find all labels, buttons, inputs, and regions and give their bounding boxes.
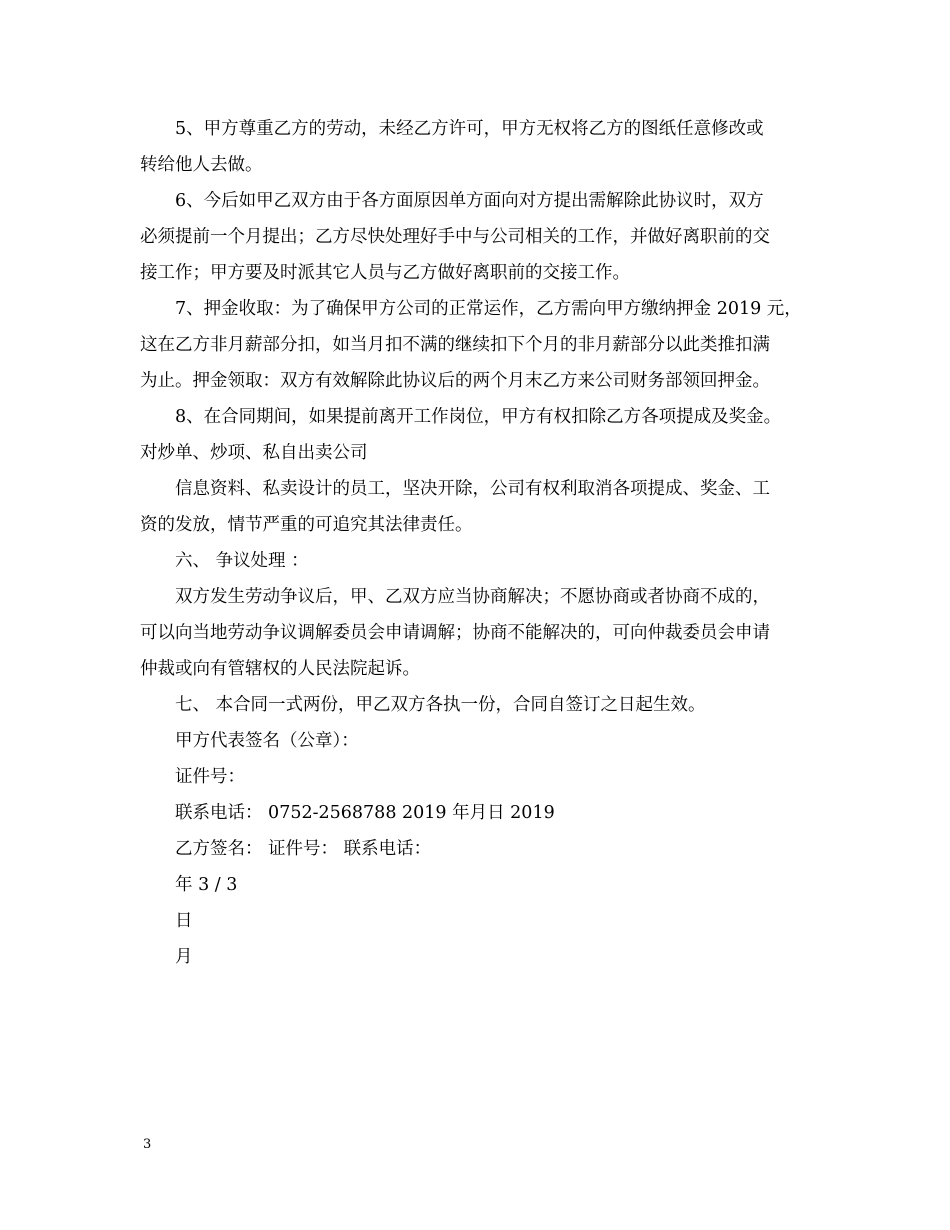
section-7-line: 七、 本合同一式两份，甲乙双方各执一份，合同自签订之日起生效。 (175, 695, 706, 715)
clause-6-line-3: 接工作；甲方要及时派其它人员与乙方做好离职前的交接工作。 (140, 263, 630, 283)
clause-8-line-4: 资的发放，情节严重的可追究其法律责任。 (140, 515, 473, 535)
section-6-line-2: 可以向当地劳动争议调解委员会申请调解；协商不能解决的，可向仲裁委员会申请 (140, 623, 770, 643)
clause-7-line-1: 7、押金收取：为了确保甲方公司的正常运作，乙方需向甲方缴纳押金 2019 元， (175, 299, 802, 319)
clause-8-line-1: 8、在合同期间，如果提前离开工作岗位，甲方有权扣除乙方各项提成及奖金。 (175, 407, 782, 427)
year-line: 年 3 / 3 (175, 875, 238, 895)
clause-6-line-2: 必须提前一个月提出；乙方尽快处理好手中与公司相关的工作，并做好离职前的交 (140, 227, 770, 247)
party-a-phone-line: 联系电话： 0752-2568788 2019 年月日 2019 (175, 803, 555, 823)
page-number: 3 (143, 1137, 152, 1152)
section-6-line-3: 仲裁或向有管辖权的人民法院起诉。 (140, 659, 420, 679)
party-b-signature-line: 乙方签名： 证件号： 联系电话： (175, 839, 432, 859)
clause-5-line-1: 5、甲方尊重乙方的劳动，未经乙方许可，甲方无权将乙方的图纸任意修改或 (175, 119, 764, 139)
party-a-signature-line: 甲方代表签名（公章）： (175, 731, 359, 751)
section-6-line-1: 双方发生劳动争议后，甲、乙双方应当协商解决；不愿协商或者协商不成的， (175, 587, 770, 607)
clause-8-line-3: 信息资料、私卖设计的员工，坚决开除，公司有权利取消各项提成、奖金、工 (175, 479, 770, 499)
clause-7-line-3: 为止。押金领取：双方有效解除此协议后的两个月末乙方来公司财务部领回押金。 (140, 371, 770, 391)
clause-5-line-2: 转给他人去做。 (140, 155, 263, 175)
day-line: 日 (175, 911, 193, 931)
month-line: 月 (175, 947, 193, 967)
section-6-heading: 六、 争议处理 ： (175, 551, 309, 571)
clause-8-line-2: 对炒单、炒项、私自出卖公司 (140, 443, 368, 463)
clause-7-line-2: 这在乙方非月薪部分扣，如当月扣不满的继续扣下个月的非月薪部分以此类推扣满 (140, 335, 770, 355)
clause-6-line-1: 6、今后如甲乙双方由于各方面原因单方面向对方提出需解除此协议时，双方 (175, 191, 764, 211)
party-a-id-line: 证件号： (175, 767, 245, 787)
